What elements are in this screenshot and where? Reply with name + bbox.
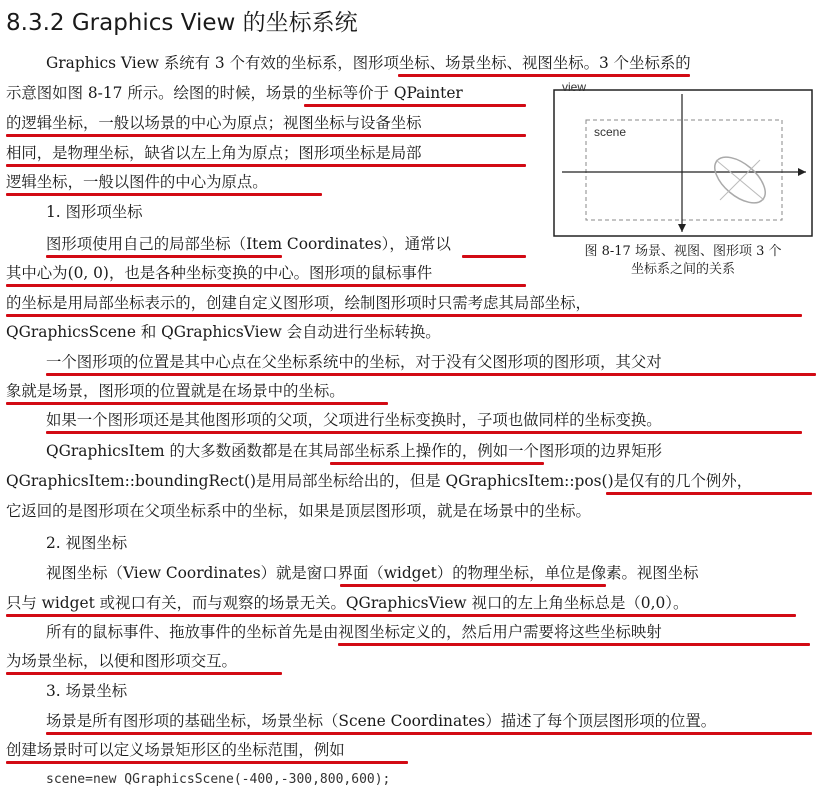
underline-mark <box>6 193 322 196</box>
paragraph-line: 示意图如图 8-17 所示。绘图的时候，场景的坐标等价于 QPainter <box>6 84 463 102</box>
paragraph-line: 创建场景时可以定义场景矩形区的坐标范围，例如 <box>6 741 345 759</box>
paragraph-line: 场景是所有图形项的基础坐标，场景坐标（Scene Coordinates）描述了每个顶层图形项的位置。 <box>46 712 717 730</box>
view-frame <box>554 90 812 236</box>
underline-mark <box>6 402 388 405</box>
paragraph-line: 视图坐标（View Coordinates）就是窗口界面（widget）的物理坐标，单位是像素。视图坐标 <box>46 564 699 582</box>
underline-mark <box>462 255 526 258</box>
paragraph-line: 图形项使用自己的局部坐标（Item Coordinates），通常以 <box>46 235 451 253</box>
paragraph-line: 它返回的是图形项在父项坐标系中的坐标，如果是顶层图形项，就是在场景中的坐标。 <box>6 502 591 520</box>
section-title: 8.3.2 Graphics View 的坐标系统 <box>6 10 358 36</box>
underline-mark <box>6 134 526 137</box>
subheading-view-coordinates: 2. 视图坐标 <box>46 534 128 552</box>
subheading-scene-coordinates: 3. 场景坐标 <box>46 682 128 700</box>
paragraph-line: 所有的鼠标事件、拖放事件的坐标首先是由视图坐标定义的，然后用户需要将这些坐标映射 <box>46 623 662 641</box>
underline-mark <box>6 164 526 167</box>
paragraph-line: 只与 widget 或视口有关，而与观察的场景无关。QGraphicsView 视口的左上角坐标总是（0,0）。 <box>6 594 689 612</box>
paragraph-line: 为场景坐标，以便和图形项交互。 <box>6 652 237 670</box>
paragraph-line: 相同，是物理坐标，缺省以左上角为原点；图形项坐标是局部 <box>6 144 422 162</box>
underline-mark <box>398 74 690 77</box>
underline-mark <box>6 614 796 617</box>
caption-line: 坐标系之间的关系 <box>630 262 735 277</box>
figure-caption <box>548 243 818 279</box>
underline-mark <box>340 584 606 587</box>
underline-mark <box>46 431 802 434</box>
underline-mark <box>304 104 526 107</box>
underline-mark <box>606 492 812 495</box>
paragraph-line: QGraphicsItem::boundingRect()是用局部坐标给出的，但是 QGraphicsItem::pos()是仅有的几个例外， <box>6 472 753 490</box>
code-snippet: scene=new QGraphicsScene(-400,-300,800,600); <box>46 772 391 787</box>
scene-label: scene <box>594 125 627 139</box>
underline-mark <box>330 462 544 465</box>
underline-mark <box>6 284 526 287</box>
paragraph-line: 象就是场景，图形项的位置就是在场景中的坐标。 <box>6 382 345 400</box>
paragraph-line: QGraphicsScene 和 QGraphicsView 会自动进行坐标转换。 <box>6 323 441 341</box>
paragraph-line: 的坐标是用局部坐标表示的，创建自定义图形项，绘制图形项时只需考虑其局部坐标， <box>6 294 591 312</box>
underline-mark <box>46 732 812 735</box>
paragraph-line: 一个图形项的位置是其中心点在父坐标系统中的坐标，对于没有父图形项的图形项，其父对 <box>46 353 662 371</box>
caption-line: 图 8-17 场景、视图、图形项 3 个 <box>584 244 782 259</box>
paragraph-line: 的逻辑坐标，一般以场景的中心为原点；视图坐标与设备坐标 <box>6 114 422 132</box>
underline-mark <box>6 314 802 317</box>
underline-mark <box>6 672 282 675</box>
paragraph-line: QGraphicsItem 的大多数函数都是在其局部坐标系上操作的，例如一个图形项的边界矩形 <box>46 442 663 460</box>
underline-mark <box>338 643 810 646</box>
paragraph-line: 如果一个图形项还是其他图形项的父项，父项进行坐标变换时，子项也做同样的坐标变换。 <box>46 411 662 429</box>
paragraph-line: 其中心为(0, 0)，也是各种坐标变换的中心。图形项的鼠标事件 <box>6 264 433 282</box>
paragraph-line: 逻辑坐标，一般以图件的中心为原点。 <box>6 173 268 191</box>
underline-mark <box>46 255 282 258</box>
coordinate-diagram <box>548 80 818 240</box>
subheading-item-coordinates: 1. 图形项坐标 <box>46 203 143 221</box>
view-label: view <box>562 80 587 94</box>
underline-mark <box>46 373 816 376</box>
paragraph-line: Graphics View 系统有 3 个有效的坐标系，图形项坐标、场景坐标、视图坐标。3 个坐标系的 <box>46 54 691 72</box>
underline-mark <box>6 761 408 764</box>
